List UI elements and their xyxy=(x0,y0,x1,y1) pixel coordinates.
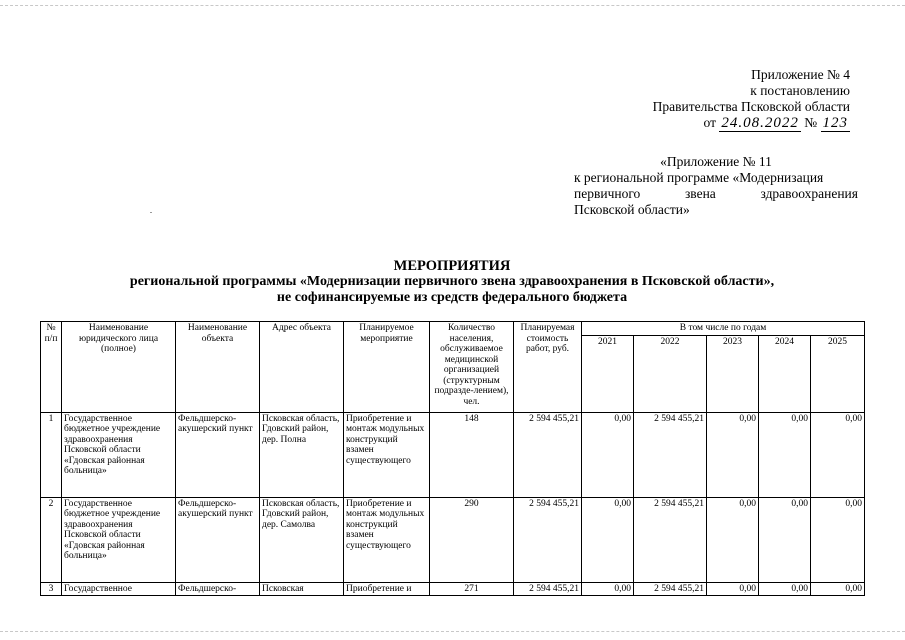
col-header-population: Количество населения, обслуживаемое медицинской организацией (структурным подразде-лением), чел. xyxy=(430,322,514,413)
cell-2023: 0,00 xyxy=(707,412,759,497)
cell-cost: 2 594 455,21 xyxy=(514,497,582,582)
cell-object: Фельдшерско-акушерский пункт xyxy=(176,412,260,497)
cell-object: Фельдшерско-акушерский пункт xyxy=(176,497,260,582)
cell-2024: 0,00 xyxy=(759,412,811,497)
appendix-header xyxy=(600,67,850,131)
table-row xyxy=(41,497,865,582)
appendix-number: Приложение № 4 xyxy=(751,67,850,82)
number-label: № xyxy=(804,115,818,130)
appendix-government: Правительства Псковской области xyxy=(652,99,850,114)
title-heading: МЕРОПРИЯТИЯ xyxy=(393,258,511,274)
cell-object: Фельдшерско- xyxy=(176,582,260,596)
col-header-num: № п/п xyxy=(41,322,62,413)
appendix11-line3: первичного звена здравоохранения xyxy=(574,186,858,201)
cell-entity: Государственное xyxy=(62,582,176,596)
cell-cost: 2 594 455,21 xyxy=(514,412,582,497)
cell-num: 2 xyxy=(41,497,62,582)
cell-planned: Приобретение и xyxy=(344,582,430,596)
scan-edge-bottom xyxy=(0,631,905,632)
appendix11-number: «Приложение № 11 xyxy=(660,154,772,169)
table-row xyxy=(41,582,865,596)
appendix-to-resolution: к постановлению xyxy=(750,83,850,98)
col-header-2023: 2023 xyxy=(707,335,759,412)
appendix11-line4: Псковской области» xyxy=(574,202,690,217)
cell-planned: Приобретение и монтаж модульных конструкций взамен существующего xyxy=(344,412,430,497)
col-header-entity: Наименование юридического лица (полное) xyxy=(62,322,176,413)
cell-2022: 2 594 455,21 xyxy=(634,497,707,582)
cell-2021: 0,00 xyxy=(582,412,634,497)
cell-2024: 0,00 xyxy=(759,497,811,582)
cell-population: 148 xyxy=(430,412,514,497)
col-header-object: Наименование объекта xyxy=(176,322,260,413)
cell-2021: 0,00 xyxy=(582,582,634,596)
cell-address: Псковская xyxy=(260,582,344,596)
col-header-2022: 2022 xyxy=(634,335,707,412)
measures-table xyxy=(40,321,865,596)
table-header-row xyxy=(41,322,865,336)
col-header-by-years: В том числе по годам xyxy=(582,322,865,336)
cell-entity: Государственное бюджетное учреждение здравоохранения Псковской области «Гдовская районная больница» xyxy=(62,497,176,582)
col-header-2021: 2021 xyxy=(582,335,634,412)
col-header-2025: 2025 xyxy=(811,335,865,412)
title-subheading-2: не софинансируемые из средств федерального бюджета xyxy=(276,290,628,305)
cell-address: Псковская область, Гдовский район, дер. Самолва xyxy=(260,497,344,582)
cell-2023: 0,00 xyxy=(707,582,759,596)
appendix-date-line xyxy=(600,115,850,131)
cell-num: 1 xyxy=(41,412,62,497)
table-row xyxy=(41,412,865,497)
col-header-planned: Планируемое мероприятие xyxy=(344,322,430,413)
col-header-2024: 2024 xyxy=(759,335,811,412)
cell-2025: 0,00 xyxy=(811,497,865,582)
cell-population: 271 xyxy=(430,582,514,596)
col-header-cost: Планируемая стоимость работ, руб. xyxy=(514,322,582,413)
scan-speck xyxy=(150,212,152,213)
scan-edge-top xyxy=(0,5,905,6)
document-title xyxy=(40,258,864,306)
cell-2022: 2 594 455,21 xyxy=(634,412,707,497)
appendix11-line2: к региональной программе «Модернизация xyxy=(574,170,824,185)
cell-2021: 0,00 xyxy=(582,497,634,582)
cell-2024: 0,00 xyxy=(759,582,811,596)
handwritten-number: 123 xyxy=(822,115,848,131)
appendix-previous-header xyxy=(574,154,858,218)
from-label: от xyxy=(703,115,716,130)
col-header-address: Адрес объекта xyxy=(260,322,344,413)
cell-cost: 2 594 455,21 xyxy=(514,582,582,596)
cell-2022: 2 594 455,21 xyxy=(634,582,707,596)
cell-planned: Приобретение и монтаж модульных конструкций взамен существующего xyxy=(344,497,430,582)
cell-2025: 0,00 xyxy=(811,582,865,596)
handwritten-date: 24.08.2022 xyxy=(721,115,799,131)
cell-2023: 0,00 xyxy=(707,497,759,582)
cell-address: Псковская область, Гдовский район, дер. Полна xyxy=(260,412,344,497)
cell-entity: Государственное бюджетное учреждение здравоохранения Псковской области «Гдовская районная больница» xyxy=(62,412,176,497)
cell-num: 3 xyxy=(41,582,62,596)
title-subheading: региональной программы «Модернизации первичного звена здравоохранения в Псковской области», xyxy=(129,274,775,289)
cell-2025: 0,00 xyxy=(811,412,865,497)
cell-population: 290 xyxy=(430,497,514,582)
